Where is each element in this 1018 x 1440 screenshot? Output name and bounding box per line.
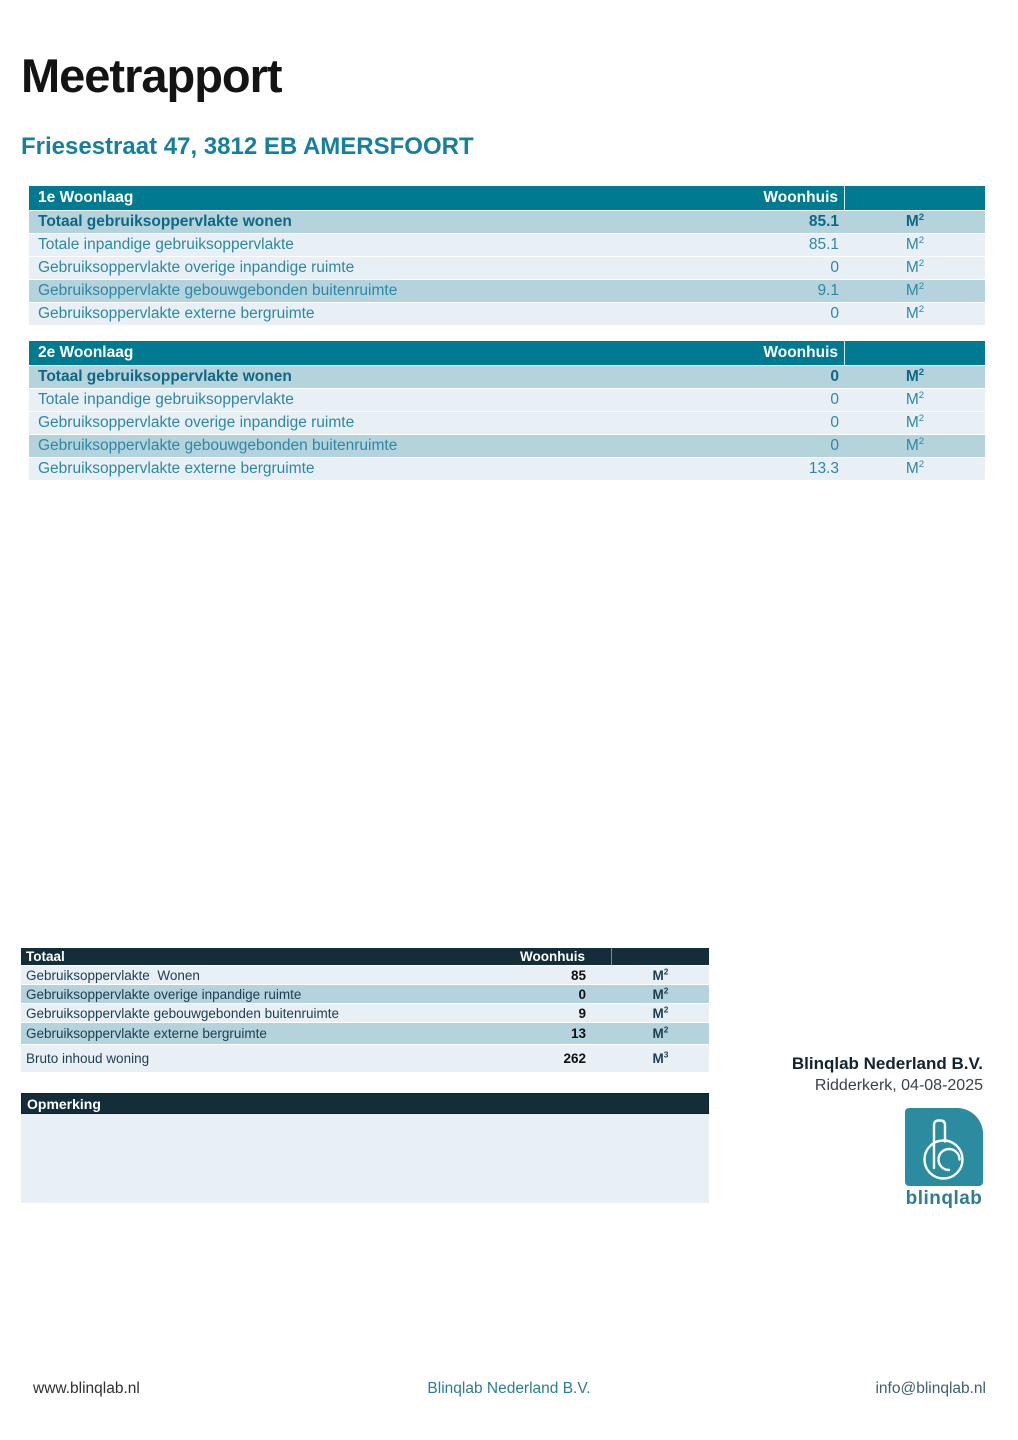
table-row <box>29 303 985 326</box>
table-title: 2e Woonlaag <box>38 344 134 361</box>
row-unit: $M^2$ <box>905 458 925 477</box>
footer-email: info@blinqlab.nl <box>875 1380 986 1397</box>
row-unit: $M^2$ <box>905 412 925 431</box>
page-title: Meetrapport <box>21 49 282 102</box>
row-label: Gebruiksoppervlakte Wonen <box>26 967 200 983</box>
signature-company: Blinqlab Nederland B.V. <box>791 1054 983 1073</box>
row-label: Bruto inhoud woning <box>26 1051 150 1066</box>
table-header-row <box>21 948 709 966</box>
table-row <box>29 412 985 435</box>
column-header-woonhuis: Woonhuis <box>763 189 838 206</box>
row-unit: $M^2$ <box>652 1004 669 1021</box>
row-value: 9 <box>578 1005 586 1021</box>
row-unit: $M^2$ <box>905 234 925 253</box>
row-unit: $M^2$ <box>905 435 925 454</box>
row-unit: $M^2$ <box>905 211 925 230</box>
row-value: 262 <box>563 1051 586 1066</box>
signature-block <box>792 1052 983 1097</box>
column-header-unit <box>611 948 709 965</box>
row-label: Gebruiksoppervlakte externe bergruimte <box>26 1026 267 1041</box>
row-value: 9.1 <box>817 282 839 299</box>
row-label: Gebruiksoppervlakte gebouwgebonden buitenruimte <box>38 282 398 299</box>
row-value: 85.1 <box>808 236 839 253</box>
table-row <box>29 211 985 234</box>
column-header-unit <box>844 341 985 365</box>
column-header-woonhuis: Woonhuis <box>763 344 838 361</box>
column-header-woonhuis: Woonhuis <box>520 949 585 964</box>
row-label: Totale inpandige gebruiksoppervlakte <box>38 236 294 253</box>
row-unit: $M^2$ <box>652 1024 669 1041</box>
blinqlab-b-icon <box>905 1108 983 1186</box>
row-unit: $M^2$ <box>905 303 925 322</box>
table-row <box>21 966 709 985</box>
remark-panel <box>21 1093 709 1203</box>
table-row <box>21 1023 709 1045</box>
table-row <box>29 435 985 458</box>
table-row <box>29 366 985 389</box>
property-address: Friesestraat 47, 3812 EB AMERSFOORT <box>21 133 474 160</box>
table-row <box>21 1004 709 1023</box>
remark-header: Opmerking <box>21 1093 709 1114</box>
row-value: 0 <box>830 368 839 385</box>
blinqlab-wordmark: blinqlab <box>905 1188 983 1209</box>
row-value: 13.3 <box>808 460 839 477</box>
table-row <box>29 234 985 257</box>
footer-website: www.blinqlab.nl <box>33 1380 140 1397</box>
row-label: Gebruiksoppervlakte overige inpandige ruimte <box>26 986 302 1002</box>
row-value: 0 <box>830 391 839 408</box>
row-unit: $M^2$ <box>652 966 669 983</box>
row-unit: $M^2$ <box>905 389 925 408</box>
table-header-row <box>29 341 985 366</box>
signature-place-date: Ridderkerk, 04-08-2025 <box>814 1077 983 1094</box>
row-label: Gebruiksoppervlakte externe bergruimte <box>38 460 315 477</box>
row-value: 0 <box>830 305 839 322</box>
row-value: 13 <box>570 1026 586 1041</box>
table-row <box>29 280 985 303</box>
row-value: 0 <box>578 986 586 1002</box>
table-row <box>29 257 985 280</box>
remark-body <box>21 1114 709 1203</box>
footer-company: Blinqlab Nederland B.V. <box>427 1380 591 1397</box>
table-title: Totaal <box>26 949 65 964</box>
table-row <box>29 458 985 481</box>
row-label: Gebruiksoppervlakte gebouwgebonden buitenruimte <box>38 437 398 454</box>
row-label: Gebruiksoppervlakte overige inpandige ruimte <box>38 414 355 431</box>
table-row <box>29 389 985 412</box>
blinqlab-logo <box>905 1108 983 1208</box>
row-label: Totale inpandige gebruiksoppervlakte <box>38 391 294 408</box>
row-label: Totaal gebruiksoppervlakte wonen <box>38 213 292 230</box>
table-title: 1e Woonlaag <box>38 189 134 206</box>
table-header-row <box>29 186 985 211</box>
row-label: Gebruiksoppervlakte overige inpandige ruimte <box>38 259 355 276</box>
row-label: Gebruiksoppervlakte gebouwgebonden buitenruimte <box>26 1005 339 1021</box>
table-totaal <box>21 948 709 1073</box>
column-header-unit <box>844 186 985 210</box>
row-value: 85.1 <box>808 213 839 230</box>
row-value: 0 <box>830 437 839 454</box>
row-value: 85 <box>570 967 586 983</box>
row-value: 0 <box>830 414 839 431</box>
row-unit: $M^3$ <box>652 1049 669 1066</box>
row-unit: $M^2$ <box>905 366 925 385</box>
row-unit: $M^2$ <box>905 280 925 299</box>
table-row <box>21 985 709 1004</box>
row-unit: $M^2$ <box>905 257 925 276</box>
row-label: Totaal gebruiksoppervlakte wonen <box>38 368 292 385</box>
row-value: 0 <box>830 259 839 276</box>
row-unit: $M^2$ <box>652 985 669 1002</box>
table-row <box>21 1045 709 1073</box>
table-2e-woonlaag <box>29 341 985 481</box>
row-label: Gebruiksoppervlakte externe bergruimte <box>38 305 315 322</box>
table-1e-woonlaag <box>29 186 985 326</box>
